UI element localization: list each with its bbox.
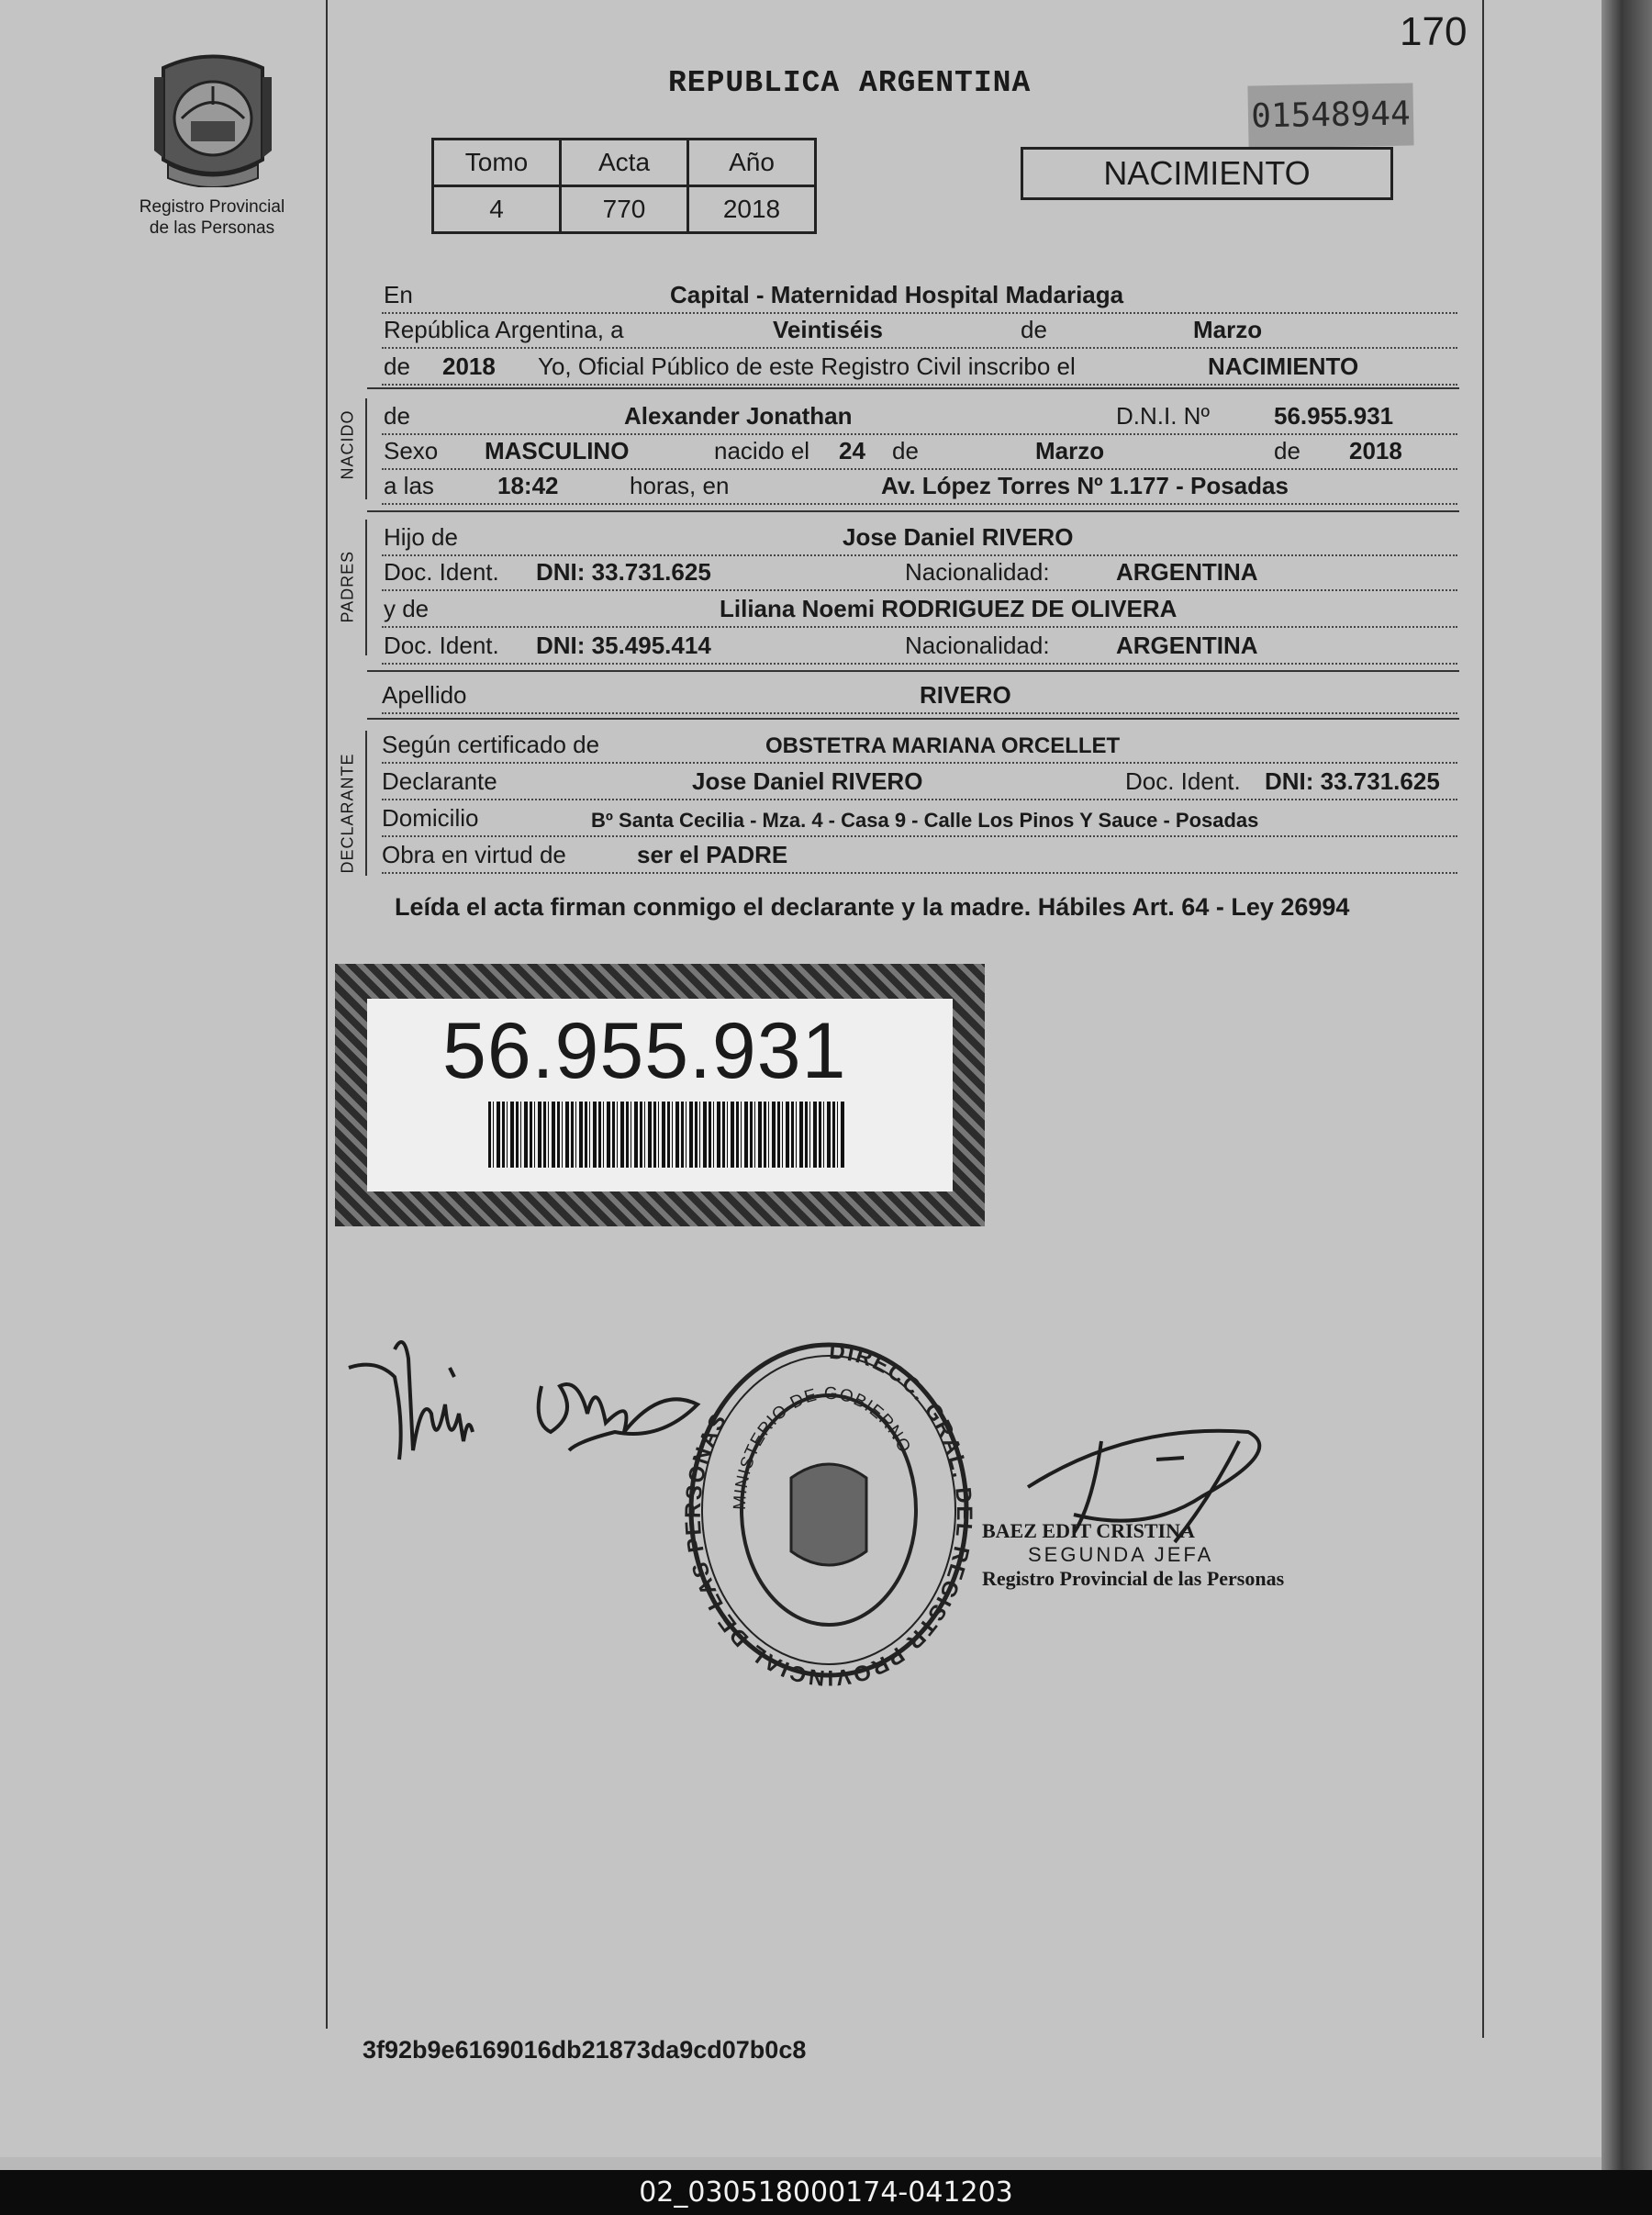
value-apellido: RIVERO <box>920 681 1011 709</box>
label-nacido: nacido el <box>714 437 810 464</box>
declarante-bracket <box>365 731 367 876</box>
seal-outer-text: DIRECC. GRAL. DEL REGISTR PROVINCIAL DE LAS PERSONAS <box>681 1338 977 1689</box>
ref-header-anio: Año <box>688 140 816 186</box>
registry-logo-icon <box>145 50 281 187</box>
row-en <box>382 277 1457 314</box>
barcode-label <box>367 999 953 1191</box>
value-obra: ser el PADRE <box>637 841 788 868</box>
value-padre-doc: DNI: 33.731.625 <box>536 558 711 586</box>
value-anio: 2018 <box>1349 437 1402 464</box>
value-place: Capital - Maternidad Hospital Madariaga <box>670 281 1124 308</box>
row-padre-doc <box>382 554 1457 591</box>
official-signature-block <box>982 1519 1284 1591</box>
row-madre <box>382 591 1457 628</box>
label-de-mes: de <box>892 437 919 464</box>
label-obra: Obra en virtud de <box>382 841 566 868</box>
value-hora: 18:42 <box>497 472 559 499</box>
label-nac-madre: Nacionalidad: <box>905 632 1050 659</box>
ref-value-acta: 770 <box>561 186 688 233</box>
official-role: SEGUNDA JEFA <box>1028 1543 1214 1566</box>
row-sexo <box>382 433 1457 470</box>
value-sexo: MASCULINO <box>485 437 630 464</box>
row-republica <box>382 312 1457 349</box>
label-horas: horas, en <box>630 472 730 499</box>
label-de-name: de <box>384 402 410 430</box>
official-name: BAEZ EDIT CRISTINA <box>982 1519 1195 1542</box>
official-office: Registro Provincial de las Personas <box>982 1567 1285 1590</box>
barcode-bars-icon <box>488 1102 846 1168</box>
value-dni: 56.955.931 <box>1274 402 1394 430</box>
right-margin-line <box>1482 0 1484 2038</box>
footer-code: 02_030518000174-041203 <box>0 2170 1652 2215</box>
ref-value-anio: 2018 <box>688 186 816 233</box>
barcode-number: 56.955.931 <box>442 1007 847 1095</box>
document-hash: 3f92b9e6169016db21873da9cd07b0c8 <box>363 2036 807 2064</box>
page-number: 170 <box>1400 9 1468 54</box>
row-hora <box>382 468 1457 505</box>
signature-left-icon <box>340 1313 496 1478</box>
separator <box>367 387 1459 389</box>
label-de2: de <box>384 352 410 380</box>
ref-header-tomo: Tomo <box>433 140 561 186</box>
value-month: Marzo <box>1193 316 1263 343</box>
label-doc-padre: Doc. Ident. <box>384 558 499 586</box>
value-madre: Liliana Noemi RODRIGUEZ DE OLIVERA <box>720 595 1178 622</box>
row-obra <box>382 837 1457 874</box>
row-hijo <box>382 520 1457 556</box>
label-apellido: Apellido <box>382 681 467 709</box>
row-apellido <box>382 677 1457 714</box>
value-declarante: Jose Daniel RIVERO <box>692 767 923 795</box>
separator <box>367 670 1459 672</box>
label-yo: Yo, Oficial Público de este Registro Civil inscribo el <box>538 352 1076 380</box>
barcode-sticker <box>335 964 985 1226</box>
row-declarante <box>382 764 1457 800</box>
nacido-side-label: NACIDO <box>338 409 357 480</box>
row-madre-doc <box>382 628 1457 665</box>
separator <box>367 718 1459 720</box>
label-hijo: Hijo de <box>384 523 458 551</box>
label-alas: a las <box>384 472 434 499</box>
value-dia: 24 <box>839 437 865 464</box>
label-cert: Según certificado de <box>382 731 600 758</box>
label-de-anio: de <box>1274 437 1300 464</box>
ref-header-acta: Acta <box>561 140 688 186</box>
declarante-side-label: DECLARANTE <box>338 753 357 874</box>
value-lugar: Av. López Torres Nº 1.177 - Posadas <box>881 472 1289 499</box>
signature-middle-icon <box>523 1359 707 1469</box>
value-inscribe: NACIMIENTO <box>1208 352 1359 380</box>
serial-stamp: 01548944 <box>1247 83 1413 148</box>
label-declarante: Declarante <box>382 767 497 795</box>
row-name <box>382 398 1457 435</box>
value-padre: Jose Daniel RIVERO <box>843 523 1074 551</box>
value-day: Veintiséis <box>773 316 883 343</box>
value-padre-nac: ARGENTINA <box>1116 558 1258 586</box>
row-year <box>382 349 1457 386</box>
nacido-bracket <box>365 398 367 499</box>
seal-inner-text: MINISTERIO DE GOBIERNO <box>730 1383 915 1511</box>
registry-name-line2: de las Personas <box>149 218 275 238</box>
official-seal-icon <box>681 1331 977 1689</box>
registry-name-line1: Registro Provincial <box>139 197 285 217</box>
value-year: 2018 <box>442 352 496 380</box>
label-nac-padre: Nacionalidad: <box>905 558 1050 586</box>
left-margin-line <box>326 0 328 2029</box>
label-dni: D.N.I. Nº <box>1116 402 1210 430</box>
label-doc-madre: Doc. Ident. <box>384 632 499 659</box>
value-madre-doc: DNI: 35.495.414 <box>536 632 711 659</box>
value-doc-declarante: DNI: 33.731.625 <box>1265 767 1440 795</box>
value-name: Alexander Jonathan <box>624 402 853 430</box>
value-mes: Marzo <box>1035 437 1105 464</box>
closing-statement: Leída el acta firman conmigo el declarante y la madre. Hábiles Art. 64 - Ley 26994 <box>395 893 1350 921</box>
ref-value-tomo: 4 <box>433 186 561 233</box>
row-cert <box>382 727 1457 764</box>
country-title: REPUBLICA ARGENTINA <box>668 66 1032 100</box>
label-domicilio: Domicilio <box>382 804 479 832</box>
reference-table <box>431 138 817 234</box>
doc-type-box: NACIMIENTO <box>1021 147 1393 200</box>
label-republica: República Argentina, a <box>384 316 624 343</box>
label-doc-declarante: Doc. Ident. <box>1125 767 1241 795</box>
page-edge-shadow <box>1602 0 1652 2176</box>
value-madre-nac: ARGENTINA <box>1116 632 1258 659</box>
padres-bracket <box>365 520 367 655</box>
registry-name <box>117 196 307 239</box>
label-sexo: Sexo <box>384 437 439 464</box>
label-yde: y de <box>384 595 430 622</box>
label-de: de <box>1021 316 1047 343</box>
padres-side-label: PADRES <box>338 550 357 623</box>
row-domicilio <box>382 800 1457 837</box>
label-en: En <box>384 281 413 308</box>
value-domicilio: Bº Santa Cecilia - Mza. 4 - Casa 9 - Calle Los Pinos Y Sauce - Posadas <box>591 809 1259 832</box>
separator <box>367 510 1459 512</box>
value-cert: OBSTETRA MARIANA ORCELLET <box>765 733 1121 758</box>
